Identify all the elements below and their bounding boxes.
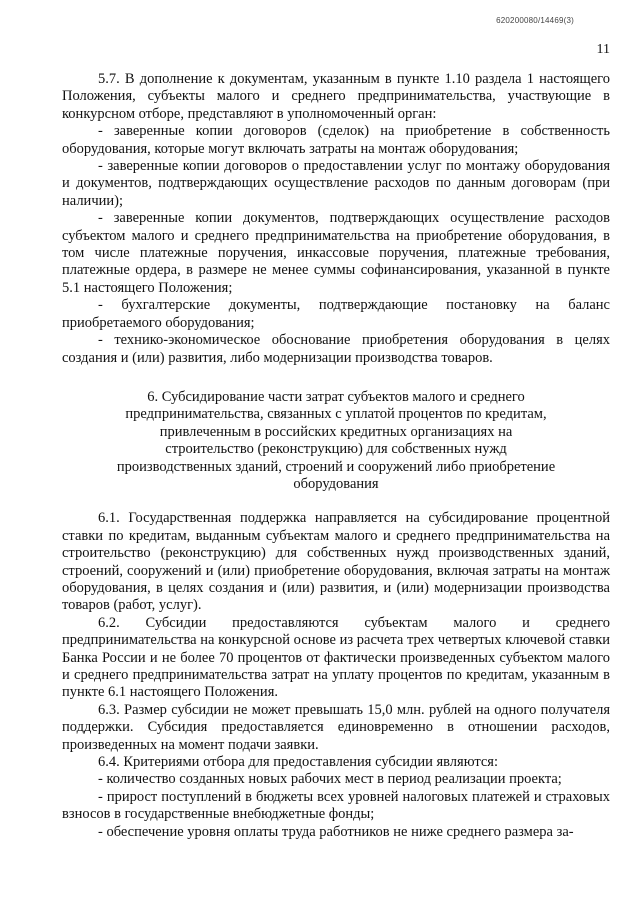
page-number: 11: [596, 42, 610, 57]
list-item: - заверенные копии договоров (сделок) на приобретение в собственность оборудования, которые могут включать затраты на монтаж оборудования;: [62, 123, 610, 157]
list-item: - заверенные копии договоров о предоставлении услуг по монтажу оборудования и документов, подтверждающих осуществление расходов по данным договорам (при наличии);: [62, 158, 610, 209]
document-code: 620200080/14469(3): [496, 16, 574, 25]
list-item: - заверенные копии документов, подтверждающих осуществление расходов субъектом малого и среднего предпринимательства на приобретение оборудования, в том числе платежные поручения, инкассовые поручения, платежные требования, платежные ордера, в размере не менее суммы софинансирования, указанной в пункте 5.1 настоящего Положения;: [62, 210, 610, 296]
list-item: - бухгалтерские документы, подтверждающие постановку на баланс приобретаемого оборудования;: [62, 297, 610, 331]
paragraph-6-3: 6.3. Размер субсидии не может превышать 15,0 млн. рублей на одного получателя поддержки. Субсидия предоставляется единовременно в отношении расходов, произведенных на момент подачи заявки.: [62, 701, 610, 753]
paragraph-6-1: 6.1. Государственная поддержка направляется на субсидирование процентной ставки по кредитам, выданным субъектам малого и среднего предпринимательства на строительство (реконструкцию) для собственных нужд производственных зданий, строений, сооружений и (или) приобретение оборудования, включая затраты на монтаж оборудования, в целях создания и (или) развития, и (или) модернизации производства товаров (работ, услуг).: [62, 510, 610, 614]
list-item: - технико-экономическое обоснование приобретения оборудования в целях создания и (или) развития, либо модернизации производства товаров.: [62, 332, 610, 366]
criteria-item: - обеспечение уровня оплаты труда работников не ниже среднего размера за-: [98, 823, 574, 840]
section-6-heading: 6. Субсидирование части затрат субъектов малого и среднего предпринимательства, связанных с уплатой процентов по кредитам, привлеченным в российских кредитных организациях на строительство (реконструкцию) для собственных нужд производственных зданий, строений и сооружений либо приобретение оборудования: [116, 388, 556, 492]
criteria-item: - прирост поступлений в бюджеты всех уровней налоговых платежей и страховых взносов в государственные внебюджетные фонды;: [62, 788, 610, 823]
criteria-item: - количество созданных новых рабочих мест в период реализации проекта;: [98, 771, 562, 788]
paragraph-6-4: 6.4. Критериями отбора для предоставления субсидии являются:: [98, 754, 498, 771]
paragraph-5-7: 5.7. В дополнение к документам, указанным в пункте 1.10 раздела 1 настоящего Положения, субъекты малого и среднего предпринимательства, участвующие в конкурсном отборе, представляют в уполномоченный орган:: [62, 71, 610, 122]
paragraph-6-2: 6.2. Субсидии предоставляются субъектам малого и среднего предпринимательства на конкурсной основе из расчета трех четвертых ключевой ставки Банка России и не более 70 процентов от фактически произведенных субъектом малого и среднего предпринимательства затрат на уплату процентов по кредитам, указанным в пункте 6.1 настоящего Положения.: [62, 614, 610, 701]
page-content: [62, 71, 610, 841]
